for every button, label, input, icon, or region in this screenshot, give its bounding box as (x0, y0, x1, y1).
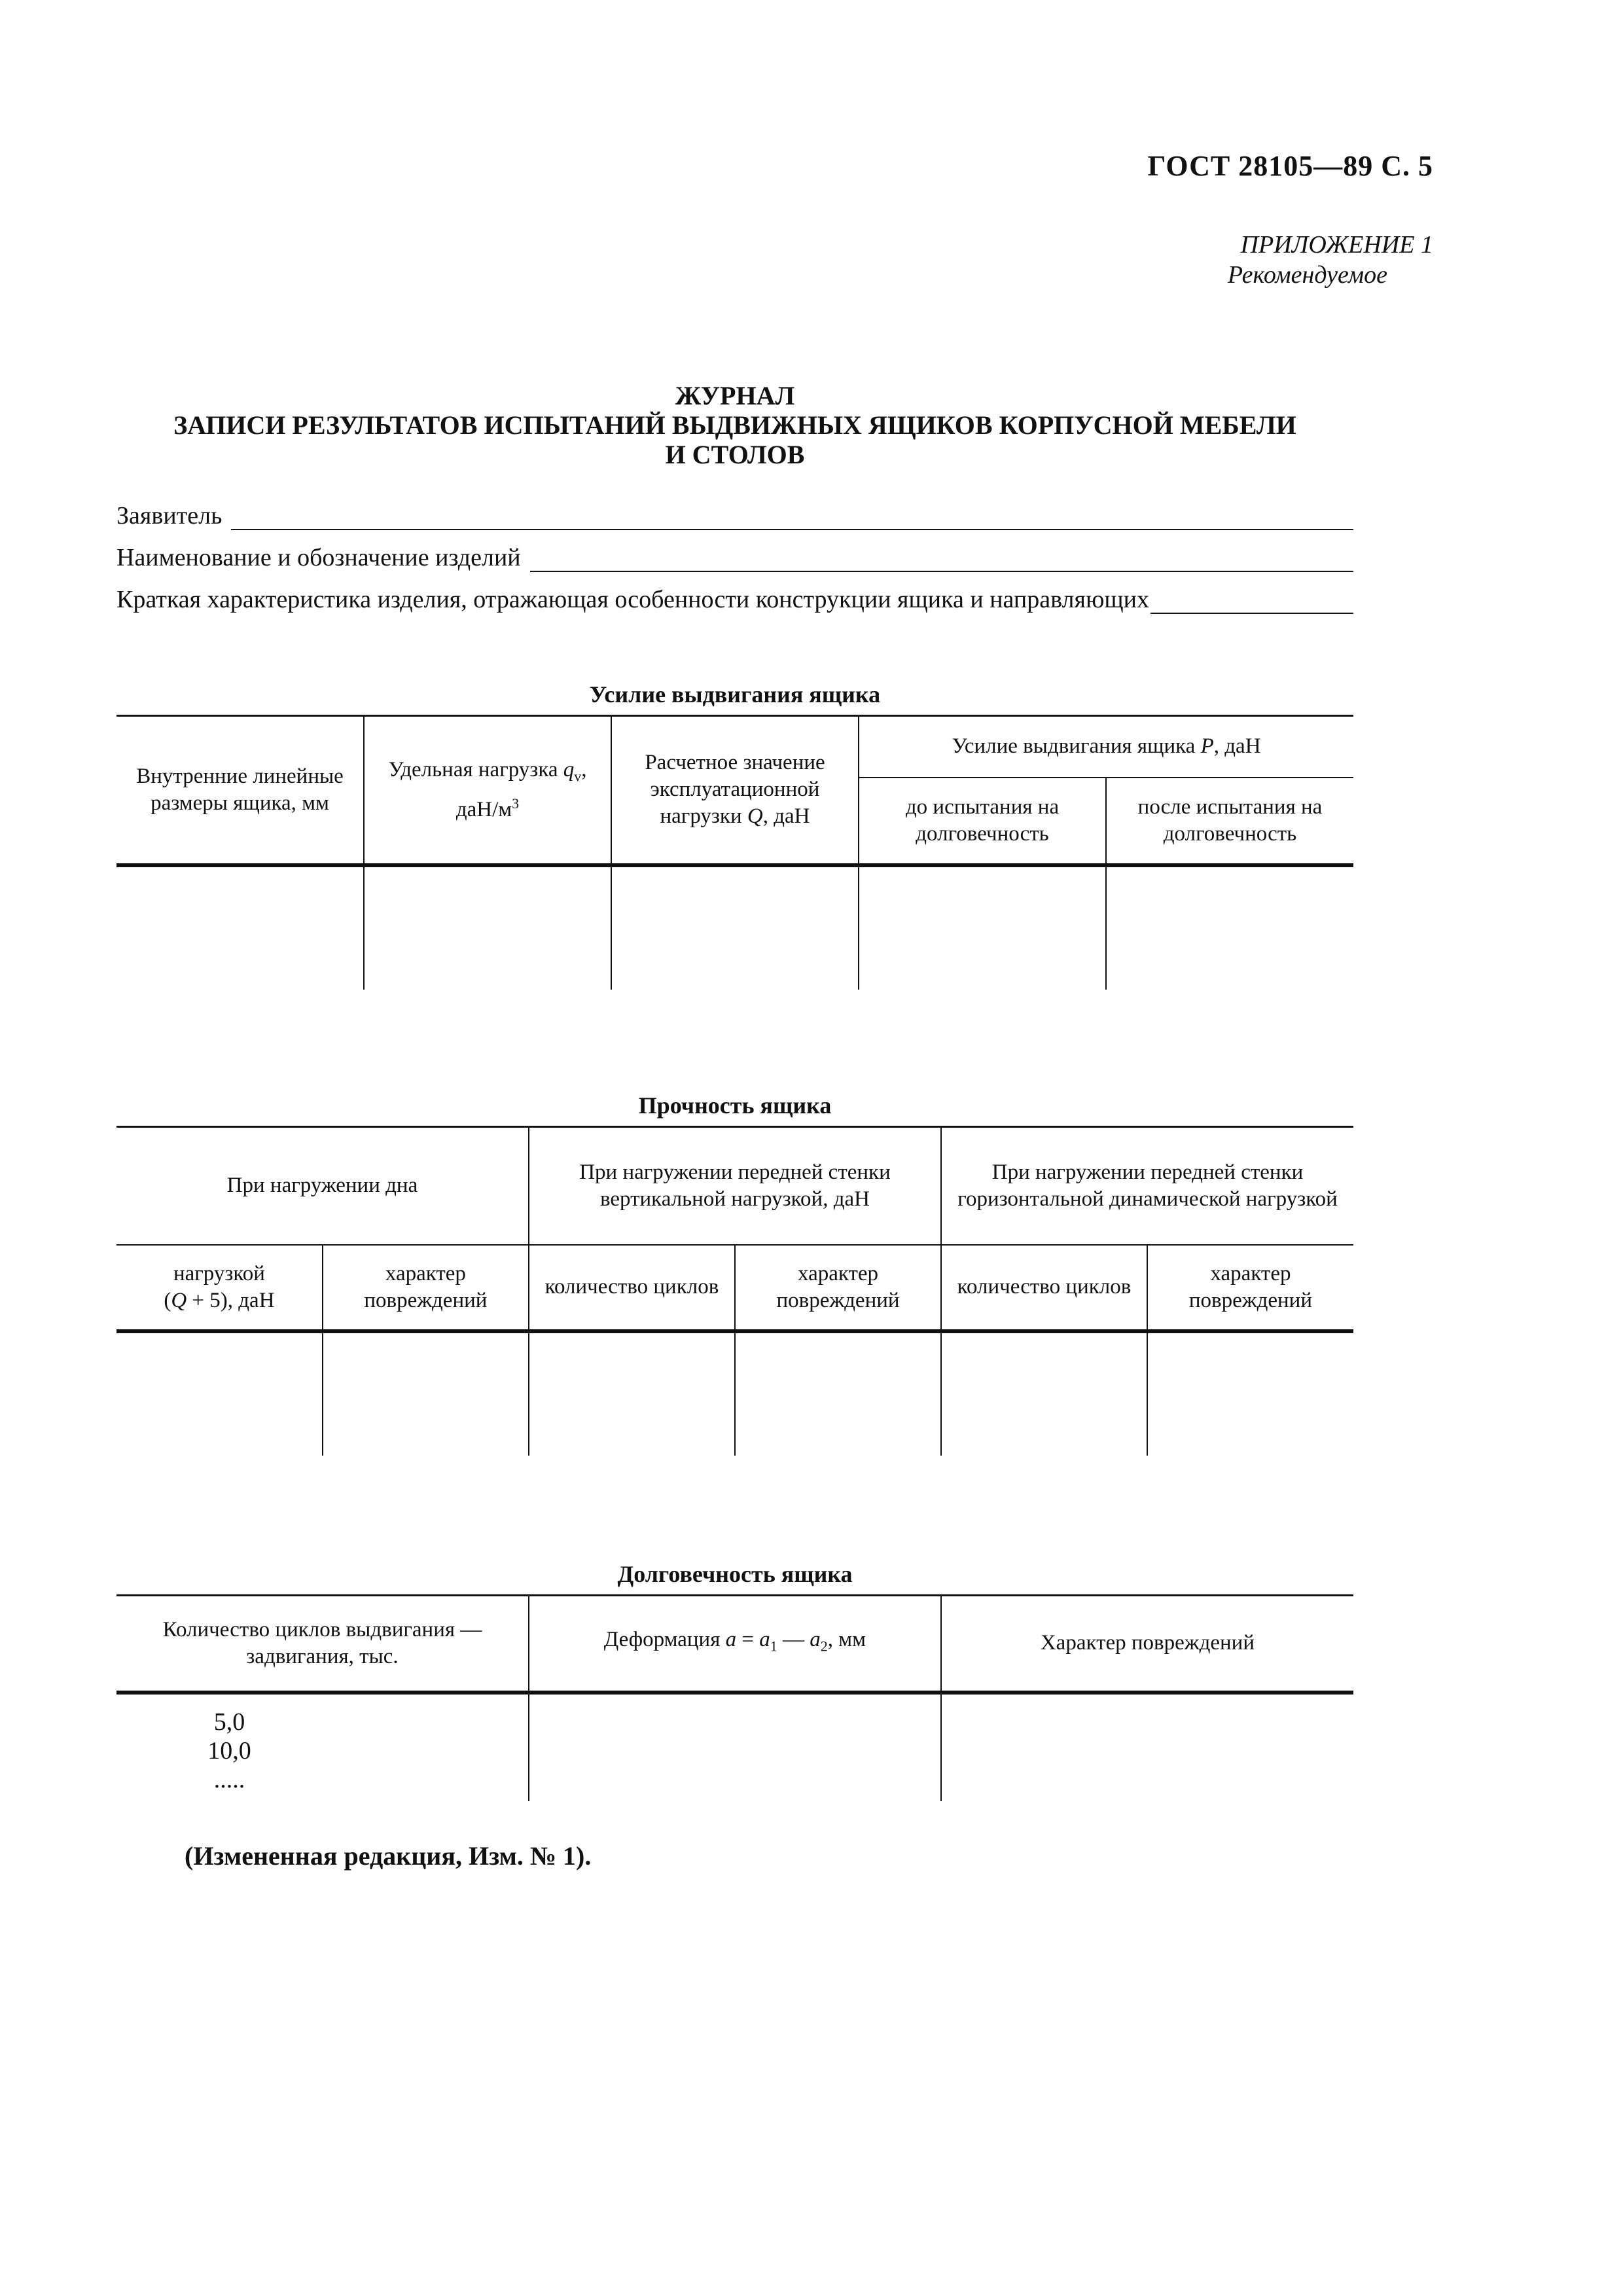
col-dimensions: Внутренние линейные размеры ящика, мм (116, 716, 364, 865)
drawer-durability-table (116, 1594, 1353, 1801)
revision-note: (Измененная редакция, Изм. № 1). (185, 1841, 592, 1871)
col-before-test: до испытания на долговечность (859, 778, 1106, 865)
drawer-force-table (116, 715, 1353, 990)
col-after-test: после испытания на долговечность (1106, 778, 1353, 865)
col-load-q5: нагрузкой (Q + 5), даН (116, 1245, 323, 1331)
table1-cell[interactable] (364, 865, 611, 990)
group-bottom-load: При нагружении дна (116, 1127, 529, 1245)
table1-title: Усилие выдвигания ящика (589, 681, 881, 708)
group-front-vertical: При нагружении передней стенки вертикальной нагрузкой, даН (529, 1127, 941, 1245)
table2-title: Прочность ящика (638, 1092, 832, 1119)
table1-cell[interactable] (116, 865, 364, 990)
table2-cell[interactable] (735, 1331, 941, 1456)
table2-entry-row[interactable] (116, 1331, 1353, 1456)
drawer-strength-table (116, 1126, 1353, 1456)
col-calculated-load: Расчетное значение эксплуатационной нагрузки Q, даН (611, 716, 859, 865)
group-drawer-force: Усилие выдвигания ящика P, даН (859, 716, 1353, 778)
table1-cell[interactable] (611, 865, 859, 990)
table3-title: Долговечность ящика (617, 1561, 853, 1587)
cycle-values-cell[interactable] (116, 1693, 529, 1801)
cycle-value: ..... (213, 1765, 245, 1793)
col-specific-load: Удельная нагрузка $q_v$, даН/$м^3$ (364, 716, 611, 865)
col-damage-3: характер повреждений (1147, 1245, 1353, 1331)
journal-title (116, 381, 1353, 469)
title-line-2: ЗАПИСИ РЕЗУЛЬТАТОВ ИСПЫТАНИЙ ВЫДВИЖНЫХ ЯЩИКОВ КОРПУСНОЙ МЕБЕЛИ (173, 410, 1296, 440)
appendix-status: Рекомендуемое (1227, 261, 1387, 289)
table3-cell[interactable] (941, 1693, 1353, 1801)
col-cycles-2: количество циклов (941, 1245, 1147, 1331)
col-damage-character: Характер повреждений (941, 1596, 1353, 1693)
cycle-value: 10,0 (207, 1736, 251, 1765)
table2-cell[interactable] (116, 1331, 323, 1456)
appendix-label: ПРИЛОЖЕНИЕ 1 (1240, 231, 1433, 259)
col-cycles-count: Количество циклов выдвигания — задвигания, тыс. (116, 1596, 529, 1693)
title-line-1: ЖУРНАЛ (675, 381, 795, 410)
description-line[interactable] (1150, 590, 1353, 614)
table2-cell[interactable] (1147, 1331, 1353, 1456)
table2-cell[interactable] (941, 1331, 1147, 1456)
description-label: Краткая характеристика изделия, отражающая особенности конструкции ящика и направляющих (116, 586, 1149, 613)
table3-entry-row[interactable] (116, 1693, 1353, 1801)
table1-entry-row[interactable] (116, 865, 1353, 990)
table1-cell[interactable] (859, 865, 1106, 990)
description-field[interactable] (116, 583, 1353, 614)
cycle-value: 5,0 (213, 1708, 245, 1736)
document-code: ГОСТ 28105—89 С. 5 (1147, 150, 1433, 182)
table1-cell[interactable] (1106, 865, 1353, 990)
applicant-field[interactable] (116, 499, 1353, 530)
table3-cell[interactable] (529, 1693, 941, 1801)
title-line-3: И СТОЛОВ (665, 440, 805, 469)
table2-cell[interactable] (323, 1331, 529, 1456)
col-damage-2: характер повреждений (735, 1245, 941, 1331)
group-front-horizontal: При нагружении передней стенки горизонтальной динамической нагрузкой (941, 1127, 1353, 1245)
col-damage-1: характер повреждений (323, 1245, 529, 1331)
applicant-label: Заявитель (116, 502, 223, 529)
product-name-line[interactable] (530, 548, 1353, 572)
col-cycles-1: количество циклов (529, 1245, 735, 1331)
applicant-line[interactable] (231, 507, 1353, 530)
table2-cell[interactable] (529, 1331, 735, 1456)
product-name-label: Наименование и обозначение изделий (116, 544, 521, 571)
product-name-field[interactable] (116, 541, 1353, 572)
col-deformation: Деформация $a = a_1$ — $a_2$, мм (529, 1596, 941, 1693)
